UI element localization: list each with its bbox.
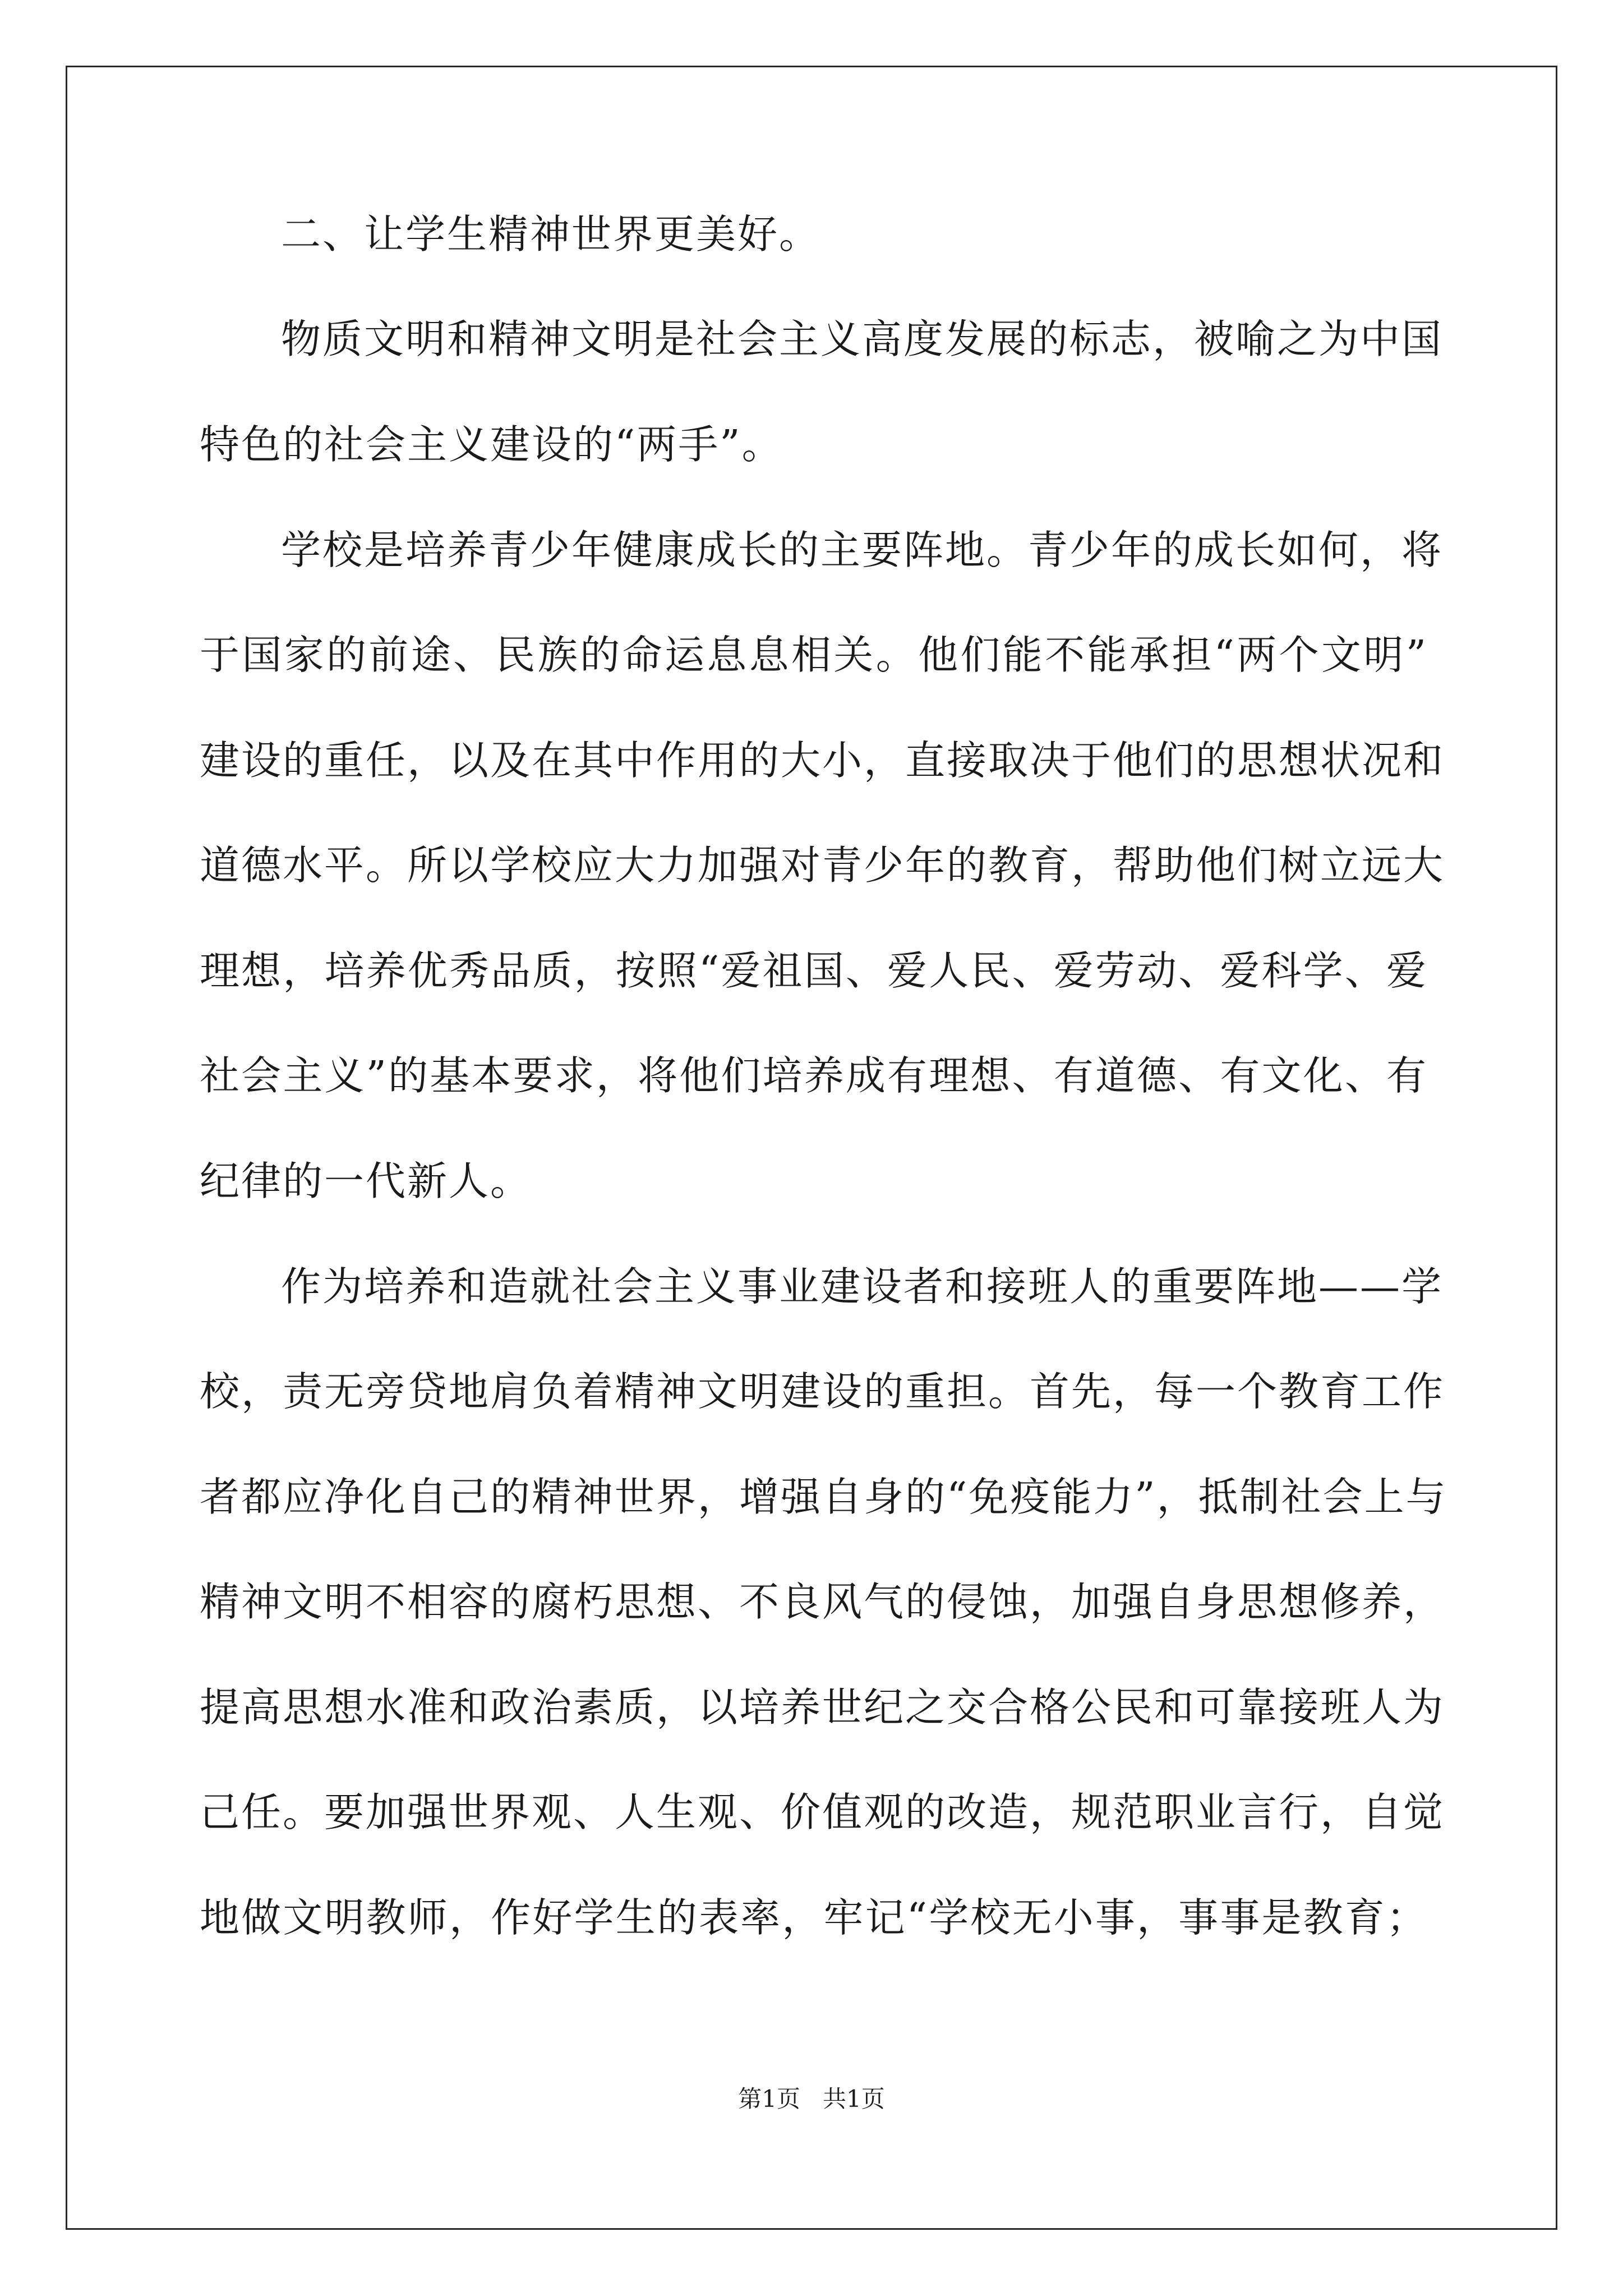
paragraph-3-line-5: 提高思想水准和政治素质，以培养世纪之交合格公民和可靠接班人为 xyxy=(200,1684,1445,1731)
section-heading: 二、让学生精神世界更美好。 xyxy=(281,211,821,257)
paragraph-3-line-4: 精神文明不相容的腐朽思想、不良风气的侵蚀，加强自身思想修养， xyxy=(200,1579,1445,1625)
page-footer xyxy=(0,2082,1623,2116)
paragraph-2-line-5: 理想，培养优秀品质，按照“爱祖国、爱人民、爱劳动、爱科学、爱 xyxy=(200,947,1428,994)
paragraph-2-line-4: 道德水平。所以学校应大力加强对青少年的教育，帮助他们树立远大 xyxy=(200,842,1445,889)
paragraph-1-line-1: 物质文明和精神文明是社会主义高度发展的标志，被喻之为中国 xyxy=(281,316,1444,362)
paragraph-2-line-3: 建设的重任，以及在其中作用的大小，直接取决于他们的思想状况和 xyxy=(200,737,1445,784)
page-number-total: 共1页 xyxy=(823,2085,885,2113)
paragraph-2-line-6: 社会主义”的基本要求，将他们培养成有理想、有道德、有文化、有 xyxy=(200,1052,1428,1099)
paragraph-2-line-1: 学校是培养青少年健康成长的主要阵地。青少年的成长如何，将 xyxy=(281,527,1444,573)
paragraph-3-line-3: 者都应净化自己的精神世界，增强自身的“免疫能力”，抵制社会上与 xyxy=(200,1474,1447,1520)
page-number-current: 第1页 xyxy=(738,2085,800,2113)
paragraph-2-line-7: 纪律的一代新人。 xyxy=(200,1158,532,1204)
paragraph-3-line-6: 己任。要加强世界观、人生观、价值观的改造，规范职业言行，自觉 xyxy=(200,1789,1445,1835)
paragraph-1-line-2: 特色的社会主义建设的“两手”。 xyxy=(200,421,783,468)
paragraph-3-line-7: 地做文明教师，作好学生的表率，牢记“学校无小事，事事是教育； xyxy=(200,1894,1428,1941)
paragraph-2-line-2: 于国家的前途、民族的命运息息相关。他们能不能承担“两个文明” xyxy=(200,632,1428,678)
paragraph-3-line-2: 校，责无旁贷地肩负着精神文明建设的重担。首先，每一个教育工作 xyxy=(200,1368,1445,1415)
paragraph-3-line-1: 作为培养和造就社会主义事业建设者和接班人的重要阵地——学 xyxy=(281,1263,1444,1310)
